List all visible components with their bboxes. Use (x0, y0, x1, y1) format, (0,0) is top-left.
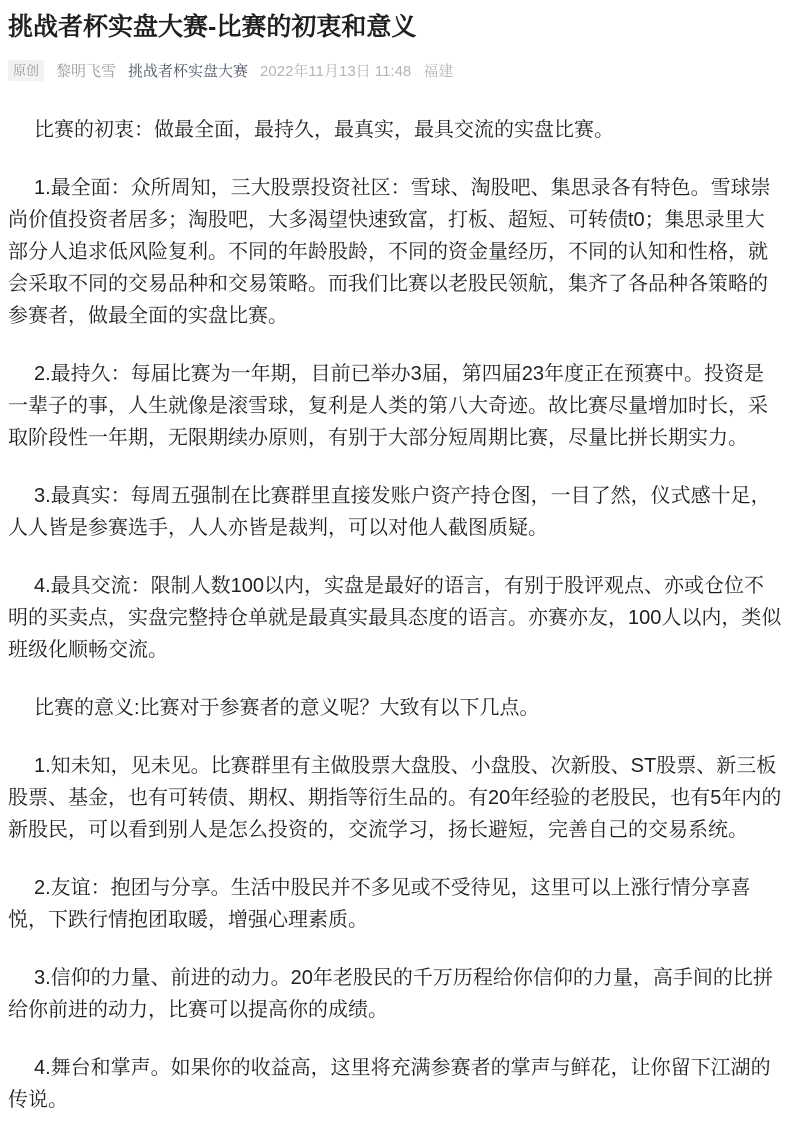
paragraph: 4.舞台和掌声。如果你的收益高，这里将充满参赛者的掌声与鲜花，让你留下江湖的传说。 (8, 1057, 771, 1111)
paragraph: 3.信仰的力量、前进的动力。20年老股民的千万历程给你信仰的力量，高手间的比拼给你前进的动力，比赛可以提高你的成绩。 (8, 967, 773, 1021)
article-body (8, 114, 783, 1116)
publish-datetime: 2022年11月13日 11:48 (260, 63, 412, 80)
paragraph: 比赛的意义:比赛对于参赛者的意义呢？大致有以下几点。 (34, 697, 540, 719)
column-link[interactable]: 挑战者杯实盘大赛 (128, 63, 249, 80)
paragraph: 4.最具交流：限制人数100以内，实盘是最好的语言，有别于股评观点、亦或仓位不明的买卖点，实盘完整持仓单就是最真实最具态度的语言。亦赛亦友，100人以内，类似班级化顺畅交流。 (8, 575, 782, 661)
paragraph: 比赛的初衷：做最全面，最持久，最真实，最具交流的实盘比赛。 (34, 119, 614, 141)
publish-location: 福建 (423, 63, 454, 80)
author-link[interactable]: 黎明飞雪 (56, 63, 117, 80)
paragraph: 2.最持久：每届比赛为一年期，目前已举办3届，第四届23年度正在预赛中。投资是一辈子的事，人生就像是滚雪球，复利是人类的第八大奇迹。故比赛尽量增加时长，采取阶段性一年期，无限期续办原则，有别于大部分短周期比赛，尽量比拼长期实力。 (8, 363, 768, 449)
paragraph: 3.最真实：每周五强制在比赛群里直接发账户资产持仓图，一目了然，仪式感十足，人人皆是参赛选手，人人亦皆是裁判，可以对他人截图质疑。 (8, 485, 771, 539)
paragraph: 2.友谊：抱团与分享。生活中股民并不多见或不受待见，这里可以上涨行情分享喜悦，下跌行情抱团取暖，增强心理素质。 (8, 877, 751, 931)
paragraph: 1.知未知，见未见。比赛群里有主做股票大盘股、小盘股、次新股、ST股票、新三板股票、基金，也有可转债、期权、期指等衍生品的。有20年经验的老股民，也有5年内的新股民，可以看到别人是怎么投资的，交流学习，扬长避短，完善自己的交易系统。 (8, 755, 782, 841)
article-title: 挑战者杯实盘大赛-比赛的初衷和意义 (8, 13, 417, 41)
article-meta (8, 60, 783, 81)
original-badge: 原创 (8, 60, 44, 81)
paragraph: 1.最全面：众所周知，三大股票投资社区：雪球、淘股吧、集思录各有特色。雪球崇尚价值投资者居多；淘股吧，大多渴望快速致富，打板、超短、可转债t0；集思录里大部分人追求低风险复利。不同的年龄股龄，不同的资金量经历，不同的认知和性格，就会采取不同的交易品种和交易策略。而我们比赛以老股民领航，集齐了各品种各策略的参赛者，做最全面的实盘比赛。 (8, 177, 771, 327)
